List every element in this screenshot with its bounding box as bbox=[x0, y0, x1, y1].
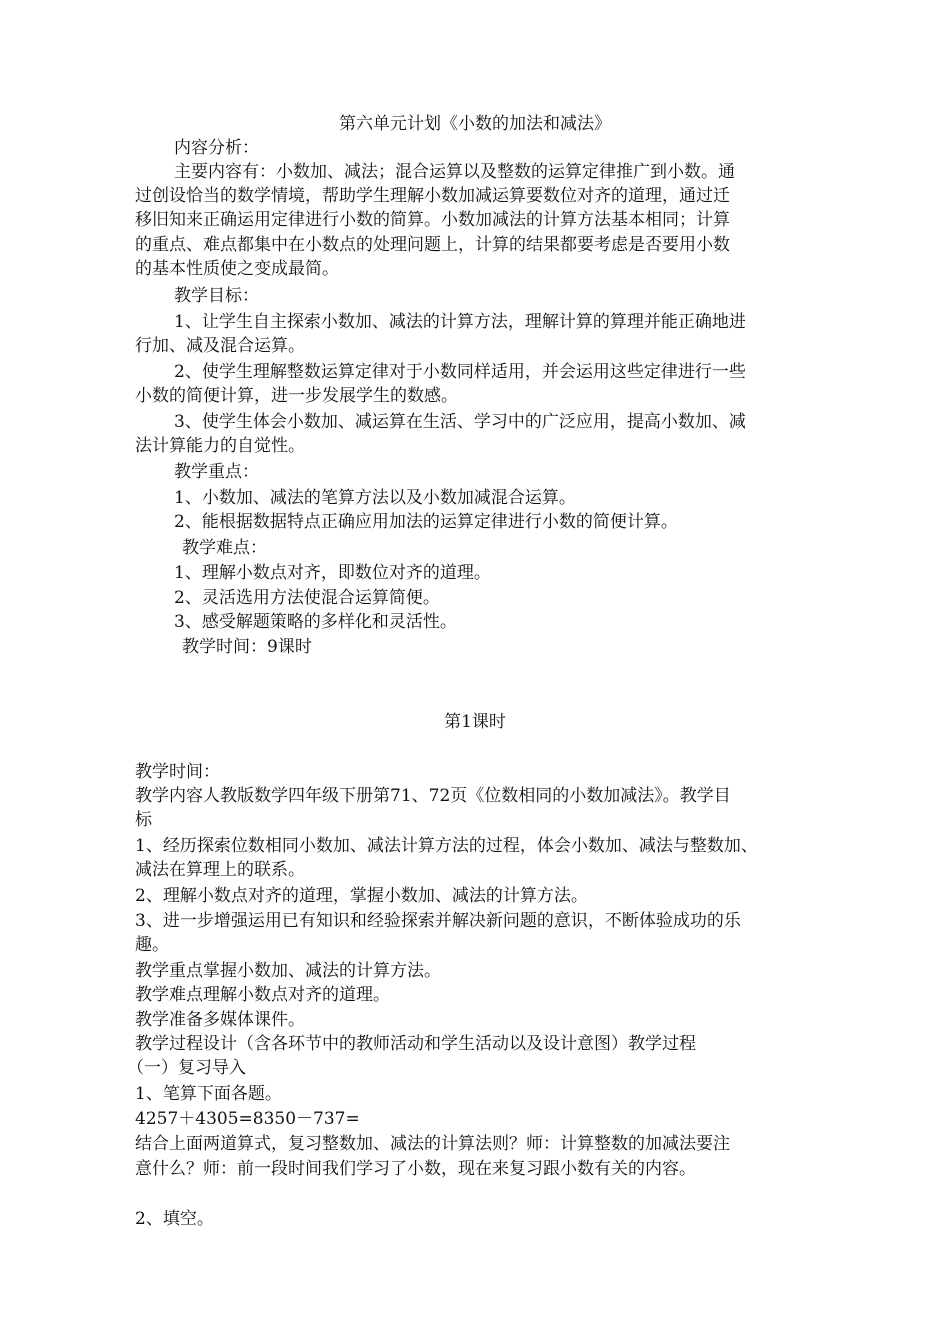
lesson-line: 教学难点理解小数点对齐的道理。 bbox=[135, 985, 390, 1005]
key-points-heading: 教学重点： bbox=[174, 462, 259, 482]
lesson-line: 教学准备多媒体课件。 bbox=[135, 1010, 305, 1030]
lesson-heading: 第1课时 bbox=[444, 712, 506, 732]
lesson-line: 趣。 bbox=[135, 935, 169, 955]
lesson-line: （一）复习导入 bbox=[127, 1058, 246, 1078]
paragraph-line: 主要内容有：小数加、减法；混合运算以及整数的运算定律推广到小数。通 bbox=[174, 162, 735, 182]
document-title: 第六单元计划《小数的加法和减法》 bbox=[339, 114, 611, 134]
lesson-line: 1、经历探索位数相同小数加、减法计算方法的过程，体会小数加、减法与整数加、 bbox=[135, 836, 758, 856]
key-point-item: 1、小数加、减法的笔算方法以及小数加减混合运算。 bbox=[174, 488, 576, 508]
goal-line: 小数的简便计算，进一步发展学生的数感。 bbox=[135, 386, 458, 406]
lesson-line: 教学过程设计（含各环节中的教师活动和学生活动以及设计意图）教学过程 bbox=[135, 1034, 696, 1054]
lesson-line: 2、理解小数点对齐的道理，掌握小数加、减法的计算方法。 bbox=[135, 886, 588, 906]
goal-line: 行加、减及混合运算。 bbox=[135, 336, 305, 356]
difficulty-item: 3、感受解题策略的多样化和灵活性。 bbox=[174, 612, 457, 632]
paragraph-line: 的重点、难点都集中在小数点的处理问题上，计算的结果都要考虑是否要用小数 bbox=[135, 235, 730, 255]
lesson-line: 4257＋4305=8350－737= bbox=[135, 1109, 360, 1129]
lesson-line: 2、填空。 bbox=[135, 1209, 214, 1229]
goal-line: 2、使学生理解整数运算定律对于小数同样适用，并会运用这些定律进行一些 bbox=[174, 362, 746, 382]
lesson-line: 教学重点掌握小数加、减法的计算方法。 bbox=[135, 961, 441, 981]
lesson-line: 教学内容人教版数学四年级下册第71、72页《位数相同的小数加减法》。教学目 bbox=[135, 786, 731, 806]
goal-line: 法计算能力的自觉性。 bbox=[135, 436, 305, 456]
goal-line: 1、让学生自主探索小数加、减法的计算方法，理解计算的算理并能正确地进 bbox=[174, 312, 746, 332]
difficulty-item: 1、理解小数点对齐，即数位对齐的道理。 bbox=[174, 563, 491, 583]
difficulties-heading: 教学难点： bbox=[182, 538, 267, 558]
difficulty-item: 2、灵活选用方法使混合运算简便。 bbox=[174, 588, 440, 608]
lesson-line: 1、笔算下面各题。 bbox=[135, 1084, 282, 1104]
lesson-line: 减法在算理上的联系。 bbox=[135, 860, 305, 880]
lesson-line: 3、进一步增强运用已有知识和经验探索并解决新问题的意识，不断体验成功的乐 bbox=[135, 911, 741, 931]
goal-line: 3、使学生体会小数加、减运算在生活、学习中的广泛应用，提高小数加、减 bbox=[174, 412, 746, 432]
paragraph-line: 移旧知来正确运用定律进行小数的简算。小数加减法的计算方法基本相同；计算 bbox=[135, 210, 730, 230]
lesson-line: 教学时间： bbox=[135, 762, 220, 782]
lesson-line: 标 bbox=[135, 810, 152, 830]
lesson-line: 结合上面两道算式，复习整数加、减法的计算法则？师：计算整数的加减法要注 bbox=[135, 1134, 730, 1154]
paragraph-line: 的基本性质使之变成最简。 bbox=[135, 259, 339, 279]
content-analysis-heading: 内容分析： bbox=[174, 138, 259, 158]
key-point-item: 2、能根据数据特点正确应用加法的运算定律进行小数的简便计算。 bbox=[174, 512, 678, 532]
teaching-time: 教学时间：9课时 bbox=[182, 637, 312, 657]
paragraph-line: 过创设恰当的数学情境，帮助学生理解小数加减运算要数位对齐的道理，通过迁 bbox=[135, 186, 730, 206]
lesson-line: 意什么？师：前一段时间我们学习了小数，现在来复习跟小数有关的内容。 bbox=[135, 1159, 696, 1179]
goals-heading: 教学目标： bbox=[174, 286, 259, 306]
